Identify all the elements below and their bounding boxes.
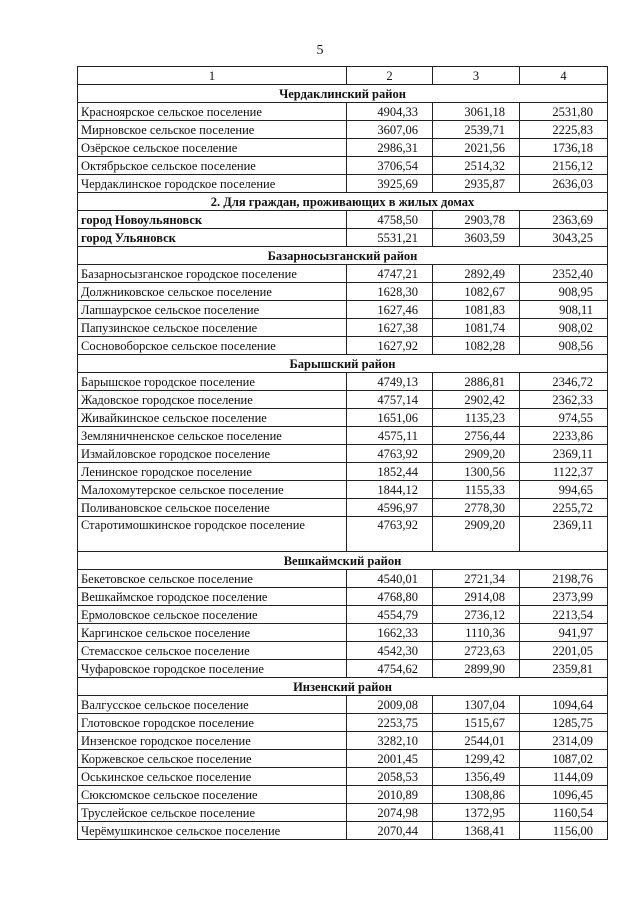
table-row [78, 642, 608, 660]
value-col-2: 2253,75 [347, 714, 433, 732]
section-title: Базарносызганский район [78, 247, 608, 265]
settlement-name: Жадовское городское поселение [78, 391, 347, 409]
value-col-2: 1627,46 [347, 301, 433, 319]
value-col-3: 1155,33 [433, 481, 520, 499]
settlement-name: Коржевское сельское поселение [78, 750, 347, 768]
settlement-name: Измайловское городское поселение [78, 445, 347, 463]
value-col-4: 2636,03 [520, 175, 608, 193]
table-row [78, 337, 608, 355]
value-col-4: 1285,75 [520, 714, 608, 732]
value-col-3: 1135,23 [433, 409, 520, 427]
table-row [78, 786, 608, 804]
table-row [78, 373, 608, 391]
value-col-2: 1627,92 [347, 337, 433, 355]
table-row [78, 481, 608, 499]
value-col-4: 974,55 [520, 409, 608, 427]
value-col-3: 3061,18 [433, 103, 520, 121]
value-col-2: 3925,69 [347, 175, 433, 193]
table-row [78, 660, 608, 678]
section-header-row [78, 193, 608, 211]
value-col-2: 2058,53 [347, 768, 433, 786]
settlement-name: Озёрское сельское поселение [78, 139, 347, 157]
settlement-name: Чердаклинское городское поселение [78, 175, 347, 193]
value-col-4: 2531,80 [520, 103, 608, 121]
value-col-2: 4757,14 [347, 391, 433, 409]
value-col-2: 2070,44 [347, 822, 433, 840]
settlement-name: Труслейское сельское поселение [78, 804, 347, 822]
value-col-4: 2233,86 [520, 427, 608, 445]
value-col-2: 1844,12 [347, 481, 433, 499]
table-row [78, 445, 608, 463]
value-col-3: 2892,49 [433, 265, 520, 283]
value-col-4: 2198,76 [520, 570, 608, 588]
settlement-name: Чуфаровское городское поселение [78, 660, 347, 678]
value-col-2: 4554,79 [347, 606, 433, 624]
settlement-name: Малохомутерское сельское поселение [78, 481, 347, 499]
page-number: 5 [316, 43, 324, 58]
section-title: 2. Для граждан, проживающих в жилых домах [78, 193, 608, 211]
value-col-3: 1368,41 [433, 822, 520, 840]
tariff-table [77, 66, 608, 840]
value-col-4: 2363,69 [520, 211, 608, 229]
value-col-4: 2362,33 [520, 391, 608, 409]
value-col-2: 4763,92 [347, 445, 433, 463]
value-col-3: 2909,20 [433, 517, 520, 552]
table-row [78, 211, 608, 229]
table-row [78, 732, 608, 750]
value-col-4: 2359,81 [520, 660, 608, 678]
settlement-name: Мирновское сельское поселение [78, 121, 347, 139]
value-col-2: 4749,13 [347, 373, 433, 391]
value-col-3: 1356,49 [433, 768, 520, 786]
table-row [78, 588, 608, 606]
table-row [78, 139, 608, 157]
value-col-3: 2903,78 [433, 211, 520, 229]
settlement-name: Лапшаурское сельское поселение [78, 301, 347, 319]
value-col-2: 1627,38 [347, 319, 433, 337]
value-col-3: 1308,86 [433, 786, 520, 804]
value-col-4: 994,65 [520, 481, 608, 499]
value-col-4: 908,02 [520, 319, 608, 337]
section-title: Чердаклинский район [78, 85, 608, 103]
table-row [78, 768, 608, 786]
table-row [78, 750, 608, 768]
value-col-3: 3603,59 [433, 229, 520, 247]
value-col-3: 1110,36 [433, 624, 520, 642]
value-col-4: 3043,25 [520, 229, 608, 247]
value-col-2: 2986,31 [347, 139, 433, 157]
value-col-3: 2914,08 [433, 588, 520, 606]
value-col-2: 4747,21 [347, 265, 433, 283]
value-col-4: 2314,09 [520, 732, 608, 750]
value-col-3: 1082,28 [433, 337, 520, 355]
settlement-name: Стемасское сельское поселение [78, 642, 347, 660]
section-header-row [78, 678, 608, 696]
value-col-3: 1372,95 [433, 804, 520, 822]
settlement-name: Папузинское сельское поселение [78, 319, 347, 337]
value-col-3: 2544,01 [433, 732, 520, 750]
value-col-3: 1300,56 [433, 463, 520, 481]
settlement-name: Каргинское сельское поселение [78, 624, 347, 642]
table-row [78, 229, 608, 247]
table-row [78, 517, 608, 552]
value-col-3: 1307,04 [433, 696, 520, 714]
value-col-2: 4754,62 [347, 660, 433, 678]
column-header: 2 [347, 67, 433, 85]
value-col-3: 1515,67 [433, 714, 520, 732]
value-col-2: 4758,50 [347, 211, 433, 229]
value-col-3: 1082,67 [433, 283, 520, 301]
table-row [78, 606, 608, 624]
value-col-4: 2156,12 [520, 157, 608, 175]
table-row [78, 121, 608, 139]
value-col-3: 2514,32 [433, 157, 520, 175]
value-col-2: 1852,44 [347, 463, 433, 481]
table-row [78, 499, 608, 517]
section-header-row [78, 355, 608, 373]
settlement-name: Земляничненское сельское поселение [78, 427, 347, 445]
section-header-row [78, 552, 608, 570]
section-title: Инзенский район [78, 678, 608, 696]
settlement-name: Живайкинское сельское поселение [78, 409, 347, 427]
table-row [78, 427, 608, 445]
value-col-2: 3706,54 [347, 157, 433, 175]
value-col-2: 5531,21 [347, 229, 433, 247]
settlement-name: Глотовское городское поселение [78, 714, 347, 732]
value-col-3: 2886,81 [433, 373, 520, 391]
value-col-4: 2213,54 [520, 606, 608, 624]
header-row [78, 67, 608, 85]
settlement-name: Барышское городское поселение [78, 373, 347, 391]
value-col-2: 4542,30 [347, 642, 433, 660]
section-title: Барышский район [78, 355, 608, 373]
value-col-4: 1087,02 [520, 750, 608, 768]
value-col-4: 908,56 [520, 337, 608, 355]
value-col-4: 1736,18 [520, 139, 608, 157]
value-col-2: 4768,80 [347, 588, 433, 606]
value-col-4: 2255,72 [520, 499, 608, 517]
value-col-4: 2369,11 [520, 445, 608, 463]
value-col-3: 2723,63 [433, 642, 520, 660]
value-col-4: 2225,83 [520, 121, 608, 139]
value-col-2: 2074,98 [347, 804, 433, 822]
table-row [78, 409, 608, 427]
value-col-3: 1081,74 [433, 319, 520, 337]
settlement-name: Бекетовское сельское поселение [78, 570, 347, 588]
settlement-name: Октябрьское сельское поселение [78, 157, 347, 175]
value-col-3: 2721,34 [433, 570, 520, 588]
value-col-3: 2756,44 [433, 427, 520, 445]
settlement-name: Красноярское сельское поселение [78, 103, 347, 121]
section-title: Вешкаймский район [78, 552, 608, 570]
table-row [78, 822, 608, 840]
settlement-name: Поливановское сельское поселение [78, 499, 347, 517]
value-col-4: 908,95 [520, 283, 608, 301]
settlement-name: Вешкаймское городское поселение [78, 588, 347, 606]
settlement-name: Черёмушкинское сельское поселение [78, 822, 347, 840]
table-row [78, 283, 608, 301]
column-header: 4 [520, 67, 608, 85]
section-header-row [78, 85, 608, 103]
settlement-name: Валгусское сельское поселение [78, 696, 347, 714]
value-col-3: 2935,87 [433, 175, 520, 193]
value-col-2: 1628,30 [347, 283, 433, 301]
value-col-3: 2909,20 [433, 445, 520, 463]
settlement-name: Базарносызганское городское поселение [78, 265, 347, 283]
value-col-2: 4575,11 [347, 427, 433, 445]
value-col-4: 908,11 [520, 301, 608, 319]
table-row [78, 301, 608, 319]
settlement-name: Ленинское городское поселение [78, 463, 347, 481]
value-col-3: 2021,56 [433, 139, 520, 157]
value-col-4: 2201,05 [520, 642, 608, 660]
value-col-2: 2001,45 [347, 750, 433, 768]
value-col-4: 1122,37 [520, 463, 608, 481]
value-col-3: 2778,30 [433, 499, 520, 517]
value-col-3: 2736,12 [433, 606, 520, 624]
value-col-4: 1096,45 [520, 786, 608, 804]
value-col-2: 4596,97 [347, 499, 433, 517]
value-col-2: 2009,08 [347, 696, 433, 714]
value-col-2: 1662,33 [347, 624, 433, 642]
table-row [78, 624, 608, 642]
value-col-4: 1094,64 [520, 696, 608, 714]
table-row [78, 391, 608, 409]
value-col-2: 1651,06 [347, 409, 433, 427]
column-header: 1 [78, 67, 347, 85]
table-row [78, 463, 608, 481]
value-col-2: 4904,33 [347, 103, 433, 121]
value-col-4: 2352,40 [520, 265, 608, 283]
table-row [78, 175, 608, 193]
table-row [78, 804, 608, 822]
value-col-2: 3282,10 [347, 732, 433, 750]
value-col-4: 941,97 [520, 624, 608, 642]
value-col-3: 1081,83 [433, 301, 520, 319]
settlement-name: город Новоульяновск [78, 211, 347, 229]
column-header: 3 [433, 67, 520, 85]
value-col-3: 2902,42 [433, 391, 520, 409]
table-row [78, 714, 608, 732]
value-col-3: 2899,90 [433, 660, 520, 678]
value-col-4: 2346,72 [520, 373, 608, 391]
settlement-name: Сосновоборское сельское поселение [78, 337, 347, 355]
value-col-2: 3607,06 [347, 121, 433, 139]
value-col-4: 1156,00 [520, 822, 608, 840]
settlement-name: Оськинское сельское поселение [78, 768, 347, 786]
value-col-2: 2010,89 [347, 786, 433, 804]
table-row [78, 265, 608, 283]
table-row [78, 103, 608, 121]
value-col-3: 2539,71 [433, 121, 520, 139]
settlement-name: Должниковское сельское поселение [78, 283, 347, 301]
table-row [78, 319, 608, 337]
table-row [78, 157, 608, 175]
value-col-2: 4540,01 [347, 570, 433, 588]
settlement-name: Старотимошкинское городское поселение [78, 517, 347, 552]
value-col-3: 1299,42 [433, 750, 520, 768]
value-col-4: 2373,99 [520, 588, 608, 606]
settlement-name: город Ульяновск [78, 229, 347, 247]
settlement-name: Инзенское городское поселение [78, 732, 347, 750]
section-header-row [78, 247, 608, 265]
settlement-name: Сюксюмское сельское поселение [78, 786, 347, 804]
table-row [78, 696, 608, 714]
settlement-name: Ермоловское сельское поселение [78, 606, 347, 624]
table-body [78, 67, 608, 840]
value-col-4: 1160,54 [520, 804, 608, 822]
value-col-4: 2369,11 [520, 517, 608, 552]
table-row [78, 570, 608, 588]
value-col-2: 4763,92 [347, 517, 433, 552]
value-col-4: 1144,09 [520, 768, 608, 786]
